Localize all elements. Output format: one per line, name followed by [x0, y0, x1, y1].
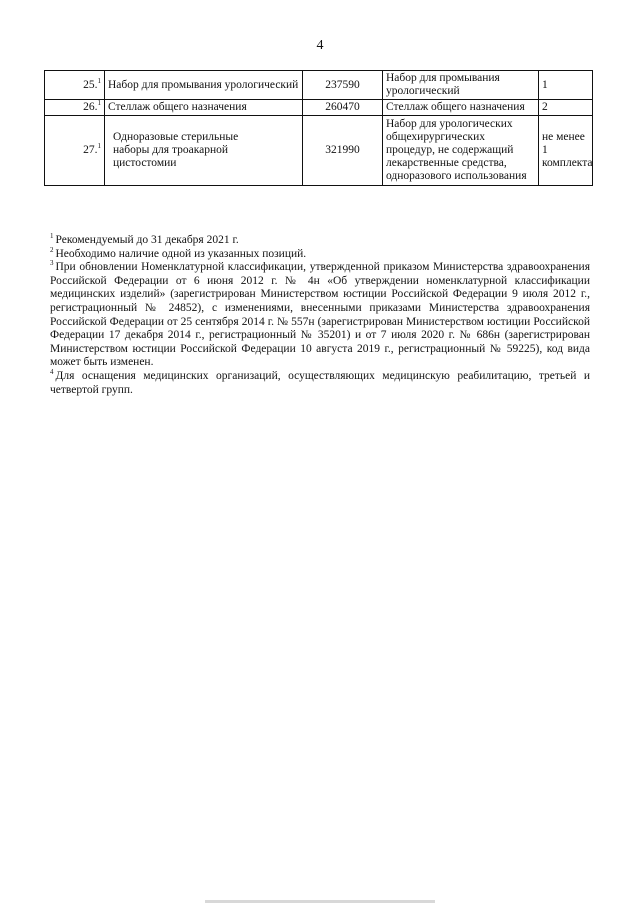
table-row — [45, 100, 593, 116]
item-name: Стеллаж общего назначения — [105, 100, 303, 116]
row-number: 25.$^1$ — [45, 71, 105, 100]
row-number: 27.$^1$ — [45, 116, 105, 186]
equipment-table — [44, 70, 593, 186]
item-code: 237590 — [303, 71, 383, 100]
footnote-text: Рекомендуемый до 31 декабря 2021 г. — [55, 234, 239, 246]
footnote-text: Для оснащения медицинских организаций, осуществляющих медицинскую реабилитацию, третьей и четвертой групп. — [50, 369, 590, 396]
row-number: 26.$^1$ — [45, 100, 105, 116]
item-code: 260470 — [303, 100, 383, 116]
item-requirement: 1 — [539, 71, 593, 100]
item-requirement: не менее 1 комплекта — [539, 116, 593, 186]
footnote-mark: 4 — [50, 368, 54, 377]
item-type: Набор для промывания урологический — [383, 71, 539, 100]
footnotes — [50, 234, 590, 397]
item-name: Одноразовые стерильные наборы для троакарной цистостомии — [105, 116, 303, 186]
item-code: 321990 — [303, 116, 383, 186]
page-number: 4 — [316, 38, 324, 53]
item-type: Стеллаж общего назначения — [383, 100, 539, 116]
footnote — [50, 261, 590, 370]
footnote-mark: 1 — [50, 232, 54, 241]
footnote-text: Необходимо наличие одной из указанных позиций. — [55, 247, 307, 260]
table-row — [45, 71, 593, 100]
item-requirement: 2 — [539, 100, 593, 116]
item-type: Набор для урологических общехирургических процедур, не содержащий лекарственные средства, одноразового использования — [383, 116, 539, 186]
footnote — [50, 234, 590, 248]
footnote — [50, 245, 590, 262]
footnote-text: При обновлении Номенклатурной классификации, утвержденной приказом Министерства здравоохранения Российской Федерации от 6 июня 2012 г. № 4н «Об утверждении номенклатурной классификации медицинских изделий» (зарегистрирован Министерством юстиции Российской Федерации 9 июля 2012 г., регистрационный № 24852), с изменениями, внесенными приказами Министерства здравоохранения Российской Федерации от 25 сентября 2014 г. № 557н (зарегистрирован Министерством юстиции Российской Федерации 17 декабря 2014 г., регистрационный № 35201) и от 7 июля 2020 г. № 686н (зарегистрирован Министерством юстиции Российской Федерации 10 августа 2019 г., регистрационный № 59225), код вида может быть изменен. — [50, 261, 590, 369]
footnote-mark: 3 — [50, 259, 54, 268]
footnote — [50, 370, 590, 397]
footnote-mark: 2 — [50, 245, 54, 254]
scan-edge-mark — [205, 900, 435, 903]
item-name: Набор для промывания урологический — [105, 71, 303, 100]
table-row — [45, 116, 593, 186]
